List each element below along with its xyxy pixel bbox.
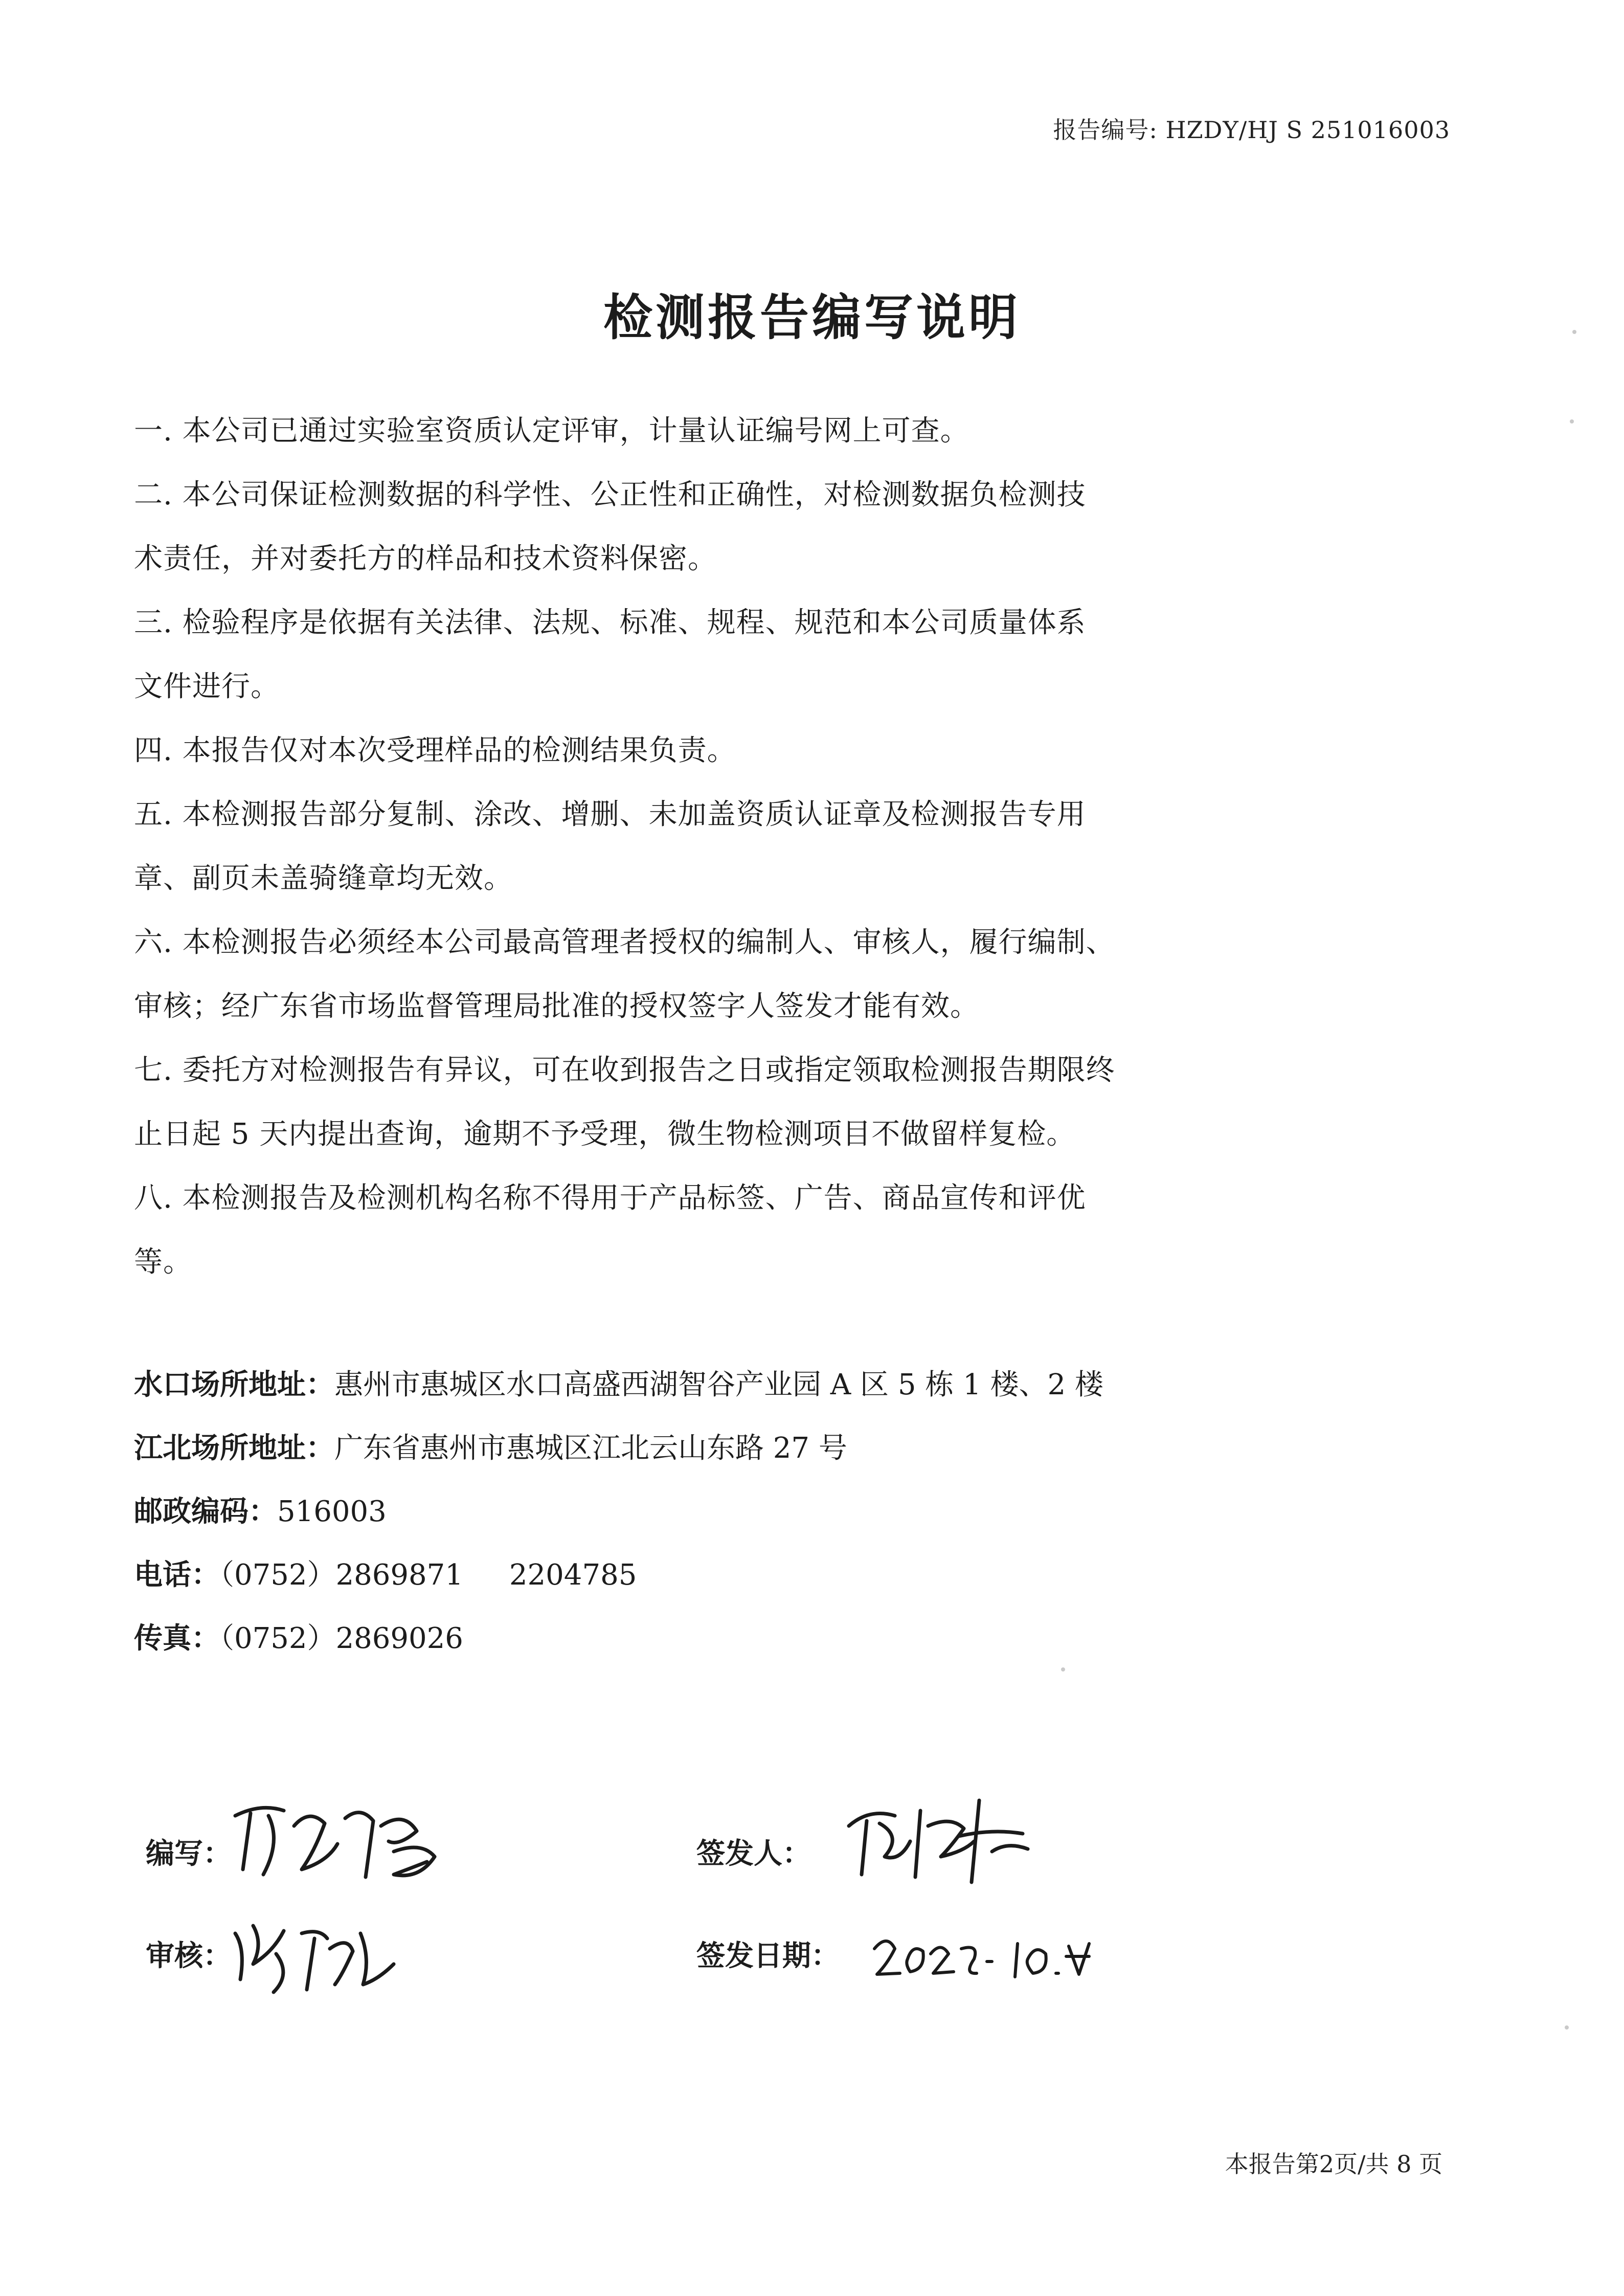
clause-line: 审核；经广东省市场监督管理局批准的授权签字人签发才能有效。 xyxy=(134,990,979,1023)
jiangbei-address-label: 江北场所地址： xyxy=(134,1431,334,1465)
scan-speck xyxy=(1570,419,1574,423)
phone xyxy=(134,1543,1361,1607)
jiangbei-address-value: 广东省惠州市惠城区江北云山东路 27 号 xyxy=(334,1432,847,1465)
page-footer: 本报告第2页/共 8 页 xyxy=(1225,2150,1442,2178)
postcode xyxy=(134,1480,1361,1543)
clause-line: 术责任，并对委托方的样品和技术资料保密。 xyxy=(134,542,717,575)
issue-date-handwritten xyxy=(864,1913,1110,1990)
clause-line: 等。 xyxy=(134,1245,192,1279)
contact-info xyxy=(134,1353,1361,1670)
phone-value-1: （0752）2869871 xyxy=(220,1558,463,1592)
compiler-label: 编写： xyxy=(146,1837,232,1870)
clause-line: 八. 本检测报告及检测机构名称不得用于产品标签、广告、商品宣传和评优 xyxy=(134,1182,1086,1215)
clause-line: 三. 检验程序是依据有关法律、法规、标准、规程、规范和本公司质量体系 xyxy=(134,606,1086,639)
clause-line: 文件进行。 xyxy=(134,670,280,703)
issuer-signature xyxy=(839,1780,1053,1892)
page-title: 检测报告编写说明 xyxy=(603,288,1021,346)
compiler-signature xyxy=(220,1780,465,1892)
clause-line: 六. 本检测报告必须经本公司最高管理者授权的编制人、审核人，履行编制、 xyxy=(134,926,1115,959)
report-number: 报告编号: HZDY/HJ S 251016003 xyxy=(1053,116,1450,144)
fax xyxy=(134,1607,1361,1670)
postcode-value: 516003 xyxy=(277,1495,387,1528)
shuikou-address-label: 水口场所地址： xyxy=(134,1368,334,1401)
fax-value: （0752）2869026 xyxy=(220,1622,463,1655)
clause-line: 四. 本报告仅对本次受理样品的检测结果负责。 xyxy=(134,734,736,767)
issuer-label: 签发人： xyxy=(696,1837,811,1870)
clause-line: 二. 本公司保证检测数据的科学性、公正性和正确性，对检测数据负检测技 xyxy=(134,478,1086,511)
shuikou-address xyxy=(134,1353,1361,1416)
clause-line: 五. 本检测报告部分复制、涂改、增删、未加盖资质认证章及检测报告专用 xyxy=(134,798,1086,831)
reviewer-signature xyxy=(225,1903,419,2000)
reviewer-label: 审核： xyxy=(146,1939,232,1973)
fax-label: 传真： xyxy=(134,1621,220,1655)
clause-list xyxy=(134,399,1310,1294)
issue-date-label: 签发日期： xyxy=(696,1939,840,1973)
clause-line: 止日起 5 天内提出查询，逾期不予受理，微生物检测项目不做留样复检。 xyxy=(134,1118,1076,1151)
phone-label: 电话： xyxy=(134,1558,220,1592)
phone-value-2: 2204785 xyxy=(509,1558,637,1592)
jiangbei-address xyxy=(134,1416,1361,1480)
shuikou-address-value: 惠州市惠城区水口高盛西湖智谷产业园 A 区 5 栋 1 楼、2 楼 xyxy=(334,1368,1103,1401)
postcode-label: 邮政编码： xyxy=(134,1495,277,1528)
clause-line: 一. 本公司已通过实验室资质认定评审，计量认证编号网上可查。 xyxy=(134,414,969,448)
scan-speck xyxy=(1061,1667,1065,1671)
clause-line: 章、副页未盖骑缝章均无效。 xyxy=(134,862,513,895)
scan-speck xyxy=(1565,2025,1569,2030)
clause-line: 七. 委托方对检测报告有异议，可在收到报告之日或指定领取检测报告期限终 xyxy=(134,1054,1115,1087)
scan-speck xyxy=(1572,330,1576,334)
